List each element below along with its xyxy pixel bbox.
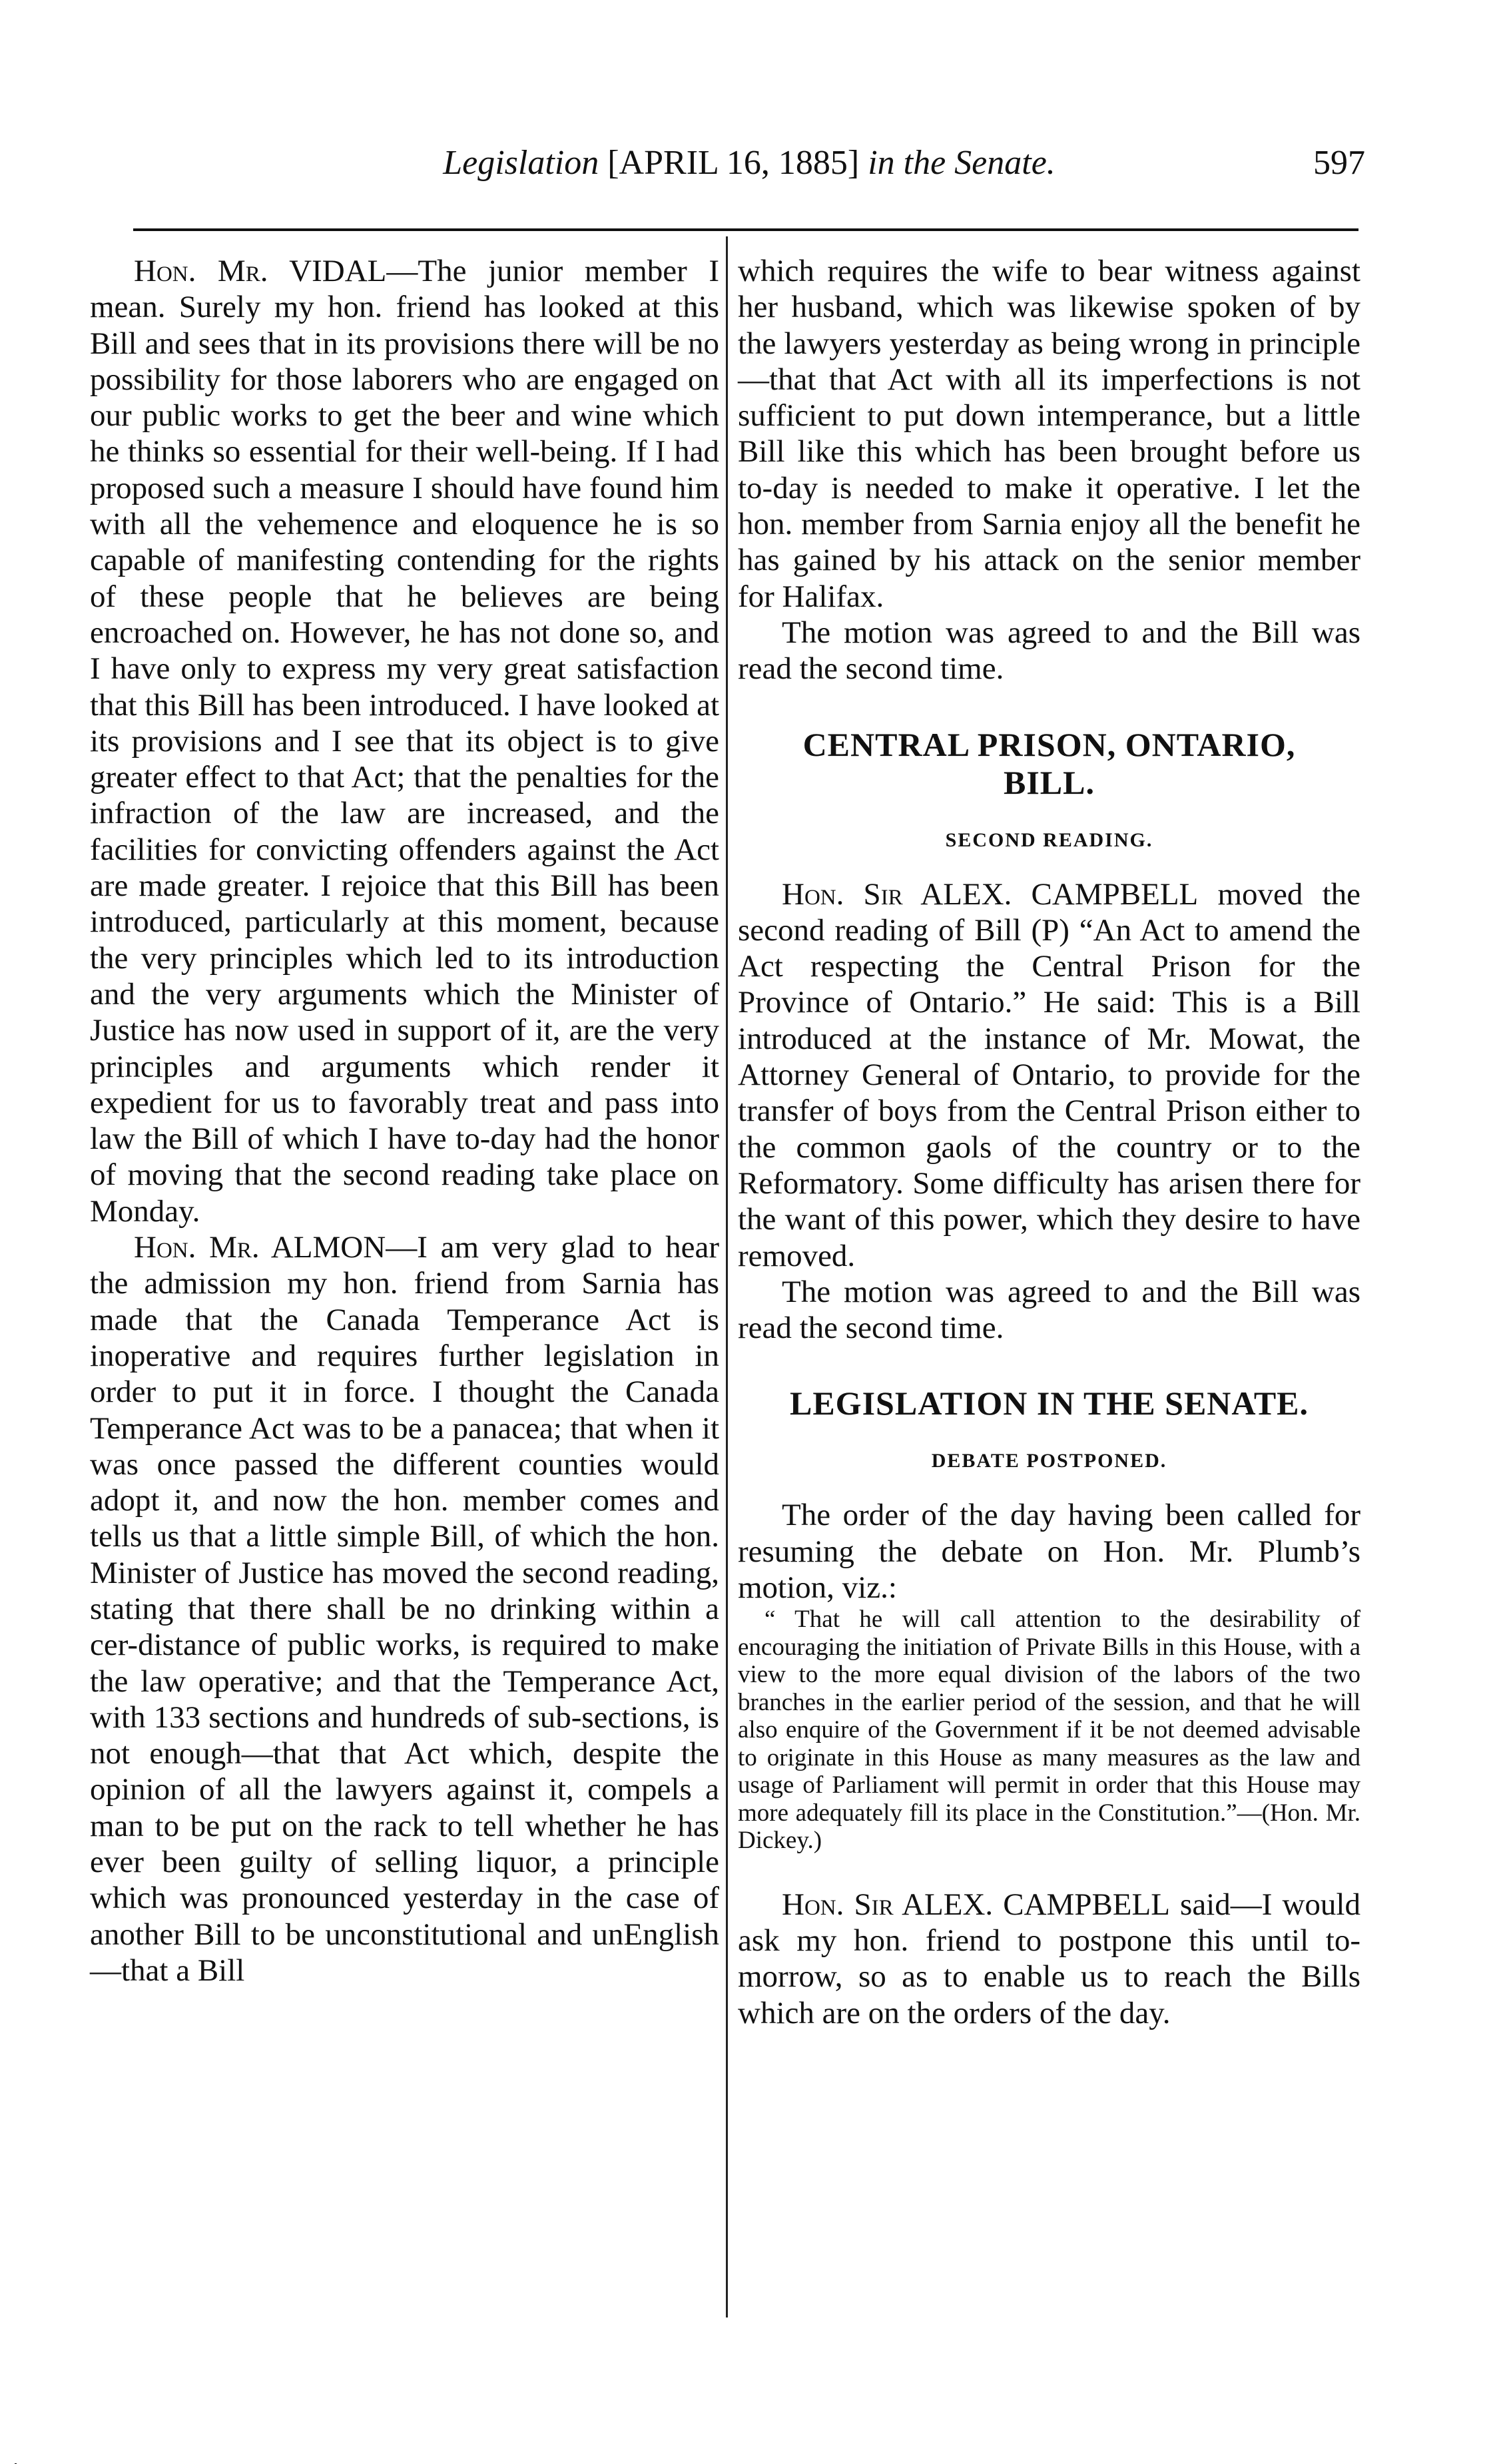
almon-speech <box>90 1229 719 1989</box>
vidal-text: —The junior member I mean. Surely my hon. friend has looked at this Bill and sees that in its provisions there will be no possibility for those laborers who are engaged on our public works to get the beer and wine which he thinks so essential for their well-being. If I had proposed such a measure I should have found him with all the vehemence and eloquence he is so capable of manifesting contending for the rights of these people that he believes are being encroached on. However, he has not done so, and I have only to express my very great satisfaction that this Bill has been introduced. I have looked at its provisions and I see that its object is to give greater effect to that Act; that the penalties for the infraction of the law are increased, and the facilities for convicting offenders against the Act are made greater. I rejoice that this Bill has been introduced, particularly at this moment, because the very principles which led to its introduction and the very arguments which the Minister of Justice has now used in support of it, are the very principles and arguments which render it expedient for us to favorably treat and pass into law the Bill of which I have to-day had the honor of moving that the second reading take place on Monday. <box>90 254 719 1229</box>
central-prison-heading-line1: CENTRAL PRISON, ONTARIO, <box>802 725 1296 763</box>
central-prison-heading-line2: BILL. <box>1003 763 1095 801</box>
campbell-speaker-2: Hon. Sir ALEX. CAMPBELL <box>782 1887 1170 1922</box>
right-column <box>738 253 1360 2031</box>
running-head-title-part2: in the Senate. <box>868 144 1055 182</box>
campbell-speaker-1: Hon. Sir ALEX. CAMPBELL <box>782 876 1199 912</box>
second-reading-subheading: SECOND READING. <box>945 828 1153 851</box>
debate-postponed-subheading: DEBATE POSTPONED. <box>931 1450 1167 1472</box>
almon-text: —I am very glad to hear the admission my hon. friend from Sarnia has made that the Canada Temperance Act is inoperative and requires further legislation in order to put it in force. I thought the Canada Temperance Act was to be a panacea; that when it was once passed the different counties would adopt it, and now the hon. member comes and tells us that a little simple Bill, of which the hon. Minister of Justice has moved the second reading, stating that there shall be no drinking within a cer-distance of public works, is required to make the law operative; and that the Temperance Act, with 133 sections and hundreds of sub-sections, is not enough—that that Act which, despite the opinion of all the lawyers against it, compels a man to be put on the rack to tell whether he has ever been guilty of selling liquor, a principle which was pronounced yesterday in the case of another Bill to be unconstitutional and unEnglish—that a Bill <box>90 1230 720 1988</box>
motion-agreed-1: The motion was agreed to and the Bill was read the second time. <box>738 615 1360 687</box>
vidal-speaker: Hon. Mr. VIDAL <box>134 254 387 288</box>
campbell-motion <box>738 876 1360 1274</box>
page-number: 597 <box>1313 144 1365 182</box>
speech-continuation: which requires the wife to bear witness against her husband, which was likewise spoken of by the lawyers yesterday as being wrong in principle—that that Act with all its imperfections is not sufficient to put down intemperance, but a little Bill like this which has been brought before us to-day is needed to make it operative. I let the hon. member from Sarnia enjoy all the benefit he has gained by his attack on the senior member for Halifax. <box>738 254 1360 614</box>
motion-agreed-2: The motion was agreed to and the Bill was read the second time. <box>738 1274 1360 1346</box>
campbell-postpone <box>738 1887 1360 2031</box>
campbell-motion-text: moved the second reading of Bill (P) “An Act to amend the Act respecting the Central Prison for the Province of Ontario.” He said: This is a Bill introduced at the instance of Mr. Mowat, the Attorney General of Ontario, to provide for the transfer of boys from the Central Prison either to the common gaols of the country or to the Reformatory. Some difficulty has arisen there for the want of this power, which they desire to have removed. <box>738 876 1361 1273</box>
header-rule <box>133 228 1358 231</box>
vidal-speech <box>90 253 719 1229</box>
almon-speaker: Hon. Mr. ALMON <box>134 1230 386 1265</box>
running-head-title-part1: Legislation <box>443 144 599 182</box>
legislation-senate-heading: LEGISLATION IN THE SENATE. <box>789 1385 1309 1422</box>
column-divider <box>726 236 728 2317</box>
left-column <box>90 253 719 1989</box>
campbell-postpone-text: said—I would ask my hon. friend to postpone this until to-morrow, so as to enable us to reach the Bills which are on the orders of the day. <box>738 1887 1360 2030</box>
running-head <box>133 137 1365 190</box>
quoted-motion: “ That he will call attention to the desirability of encouraging the initiation of Private Bills in this House, with a view to the more equal division of the labors of the two branches in the earlier period of the session, and that he will also enquire of the Government if it be not deemed advisable to originate in this House as many measures as the law and usage of Parliament will permit in order that this House may more adequately fill its place in the Constitution.”—(Hon. Mr. Dickey.) <box>738 1606 1360 1855</box>
central-prison-heading <box>738 726 1360 802</box>
order-of-day: The order of the day having been called for resuming the debate on Hon. Mr. Plumb’s motion, viz.: <box>738 1498 1360 1606</box>
running-head-date: [APRIL 16, 1885] <box>607 144 860 182</box>
